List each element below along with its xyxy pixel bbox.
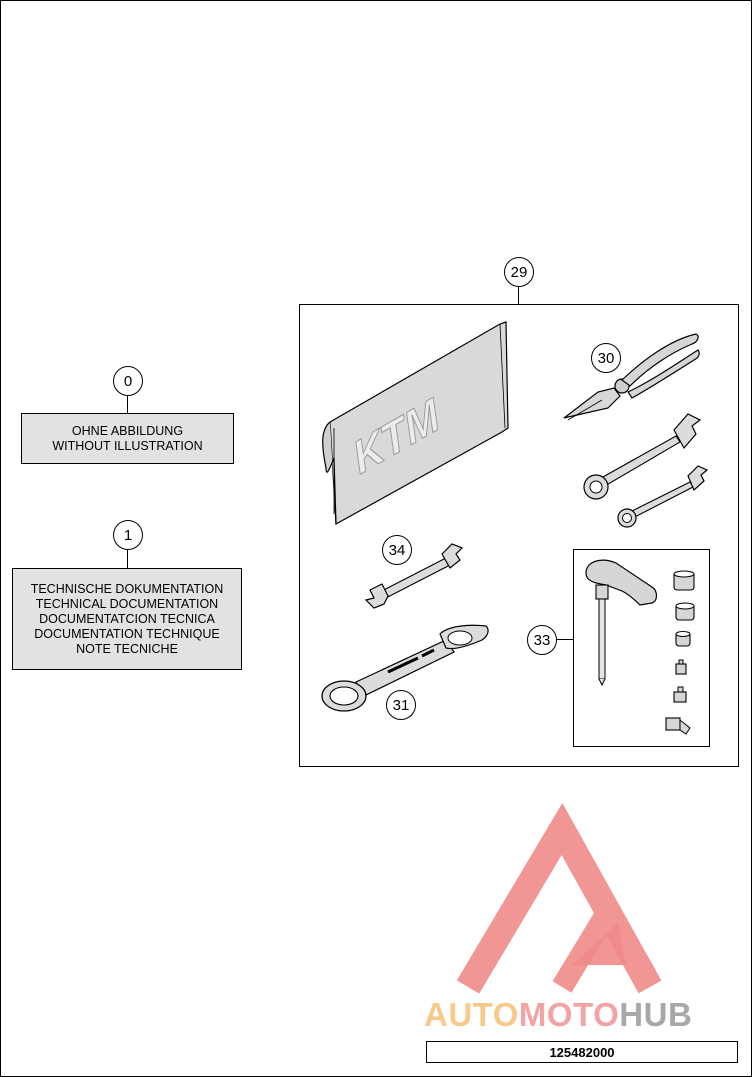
bit-1-icon — [676, 660, 686, 674]
double-open-end-wrench-drawing[interactable] — [362, 538, 467, 610]
documentation-line-de: TECHNISCHE DOKUMENTATION — [30, 581, 224, 596]
socket-2-icon — [676, 603, 694, 620]
callout-0[interactable]: 0 — [113, 366, 143, 396]
watermark-auto: AUTO — [424, 996, 519, 1033]
callout-1[interactable]: 1 — [113, 520, 143, 550]
leader-line-1 — [127, 550, 128, 569]
bit-3-icon — [666, 718, 690, 734]
leader-line-0 — [127, 396, 128, 414]
callout-34[interactable]: 34 — [382, 535, 412, 565]
socket-1-icon — [674, 571, 694, 590]
t-handle-hex-key-drawing[interactable] — [582, 555, 662, 687]
bit-2-icon — [674, 687, 686, 702]
automotohub-watermark-text — [424, 996, 692, 1034]
technical-documentation-box — [12, 568, 242, 670]
watermark-hub: HUB — [619, 996, 693, 1033]
socket-3-icon — [676, 632, 690, 647]
tool-bag-logo: KTM — [347, 389, 446, 485]
tool-bag-drawing[interactable] — [318, 318, 513, 528]
callout-30[interactable]: 30 — [591, 343, 621, 373]
part-number-label: 125482000 — [549, 1044, 615, 1060]
without-illustration-line-en: WITHOUT ILLUSTRATION — [52, 438, 203, 453]
callout-29[interactable]: 29 — [504, 257, 534, 287]
without-illustration-line-de: OHNE ABBILDUNG — [71, 423, 184, 438]
documentation-line-it: NOTE TECNICHE — [76, 641, 178, 656]
documentation-line-fr: DOCUMENTATION TECHNIQUE — [34, 626, 220, 641]
watermark-moto: MOTO — [518, 996, 620, 1033]
callout-31[interactable]: 31 — [386, 690, 416, 720]
part-number-box — [426, 1041, 738, 1063]
automotohub-watermark-logo — [450, 815, 710, 1000]
documentation-line-en: TECHNICAL DOCUMENTATION — [35, 596, 219, 611]
callout-33[interactable]: 33 — [527, 625, 557, 655]
leader-line-33 — [557, 639, 573, 640]
socket-bits-drawing[interactable] — [660, 568, 710, 746]
documentation-line-es: DOCUMENTATCION TECNICA — [39, 611, 215, 626]
open-ring-wrench-small-drawing[interactable] — [614, 462, 709, 532]
leader-line-29 — [518, 287, 519, 304]
without-illustration-box — [21, 413, 234, 464]
